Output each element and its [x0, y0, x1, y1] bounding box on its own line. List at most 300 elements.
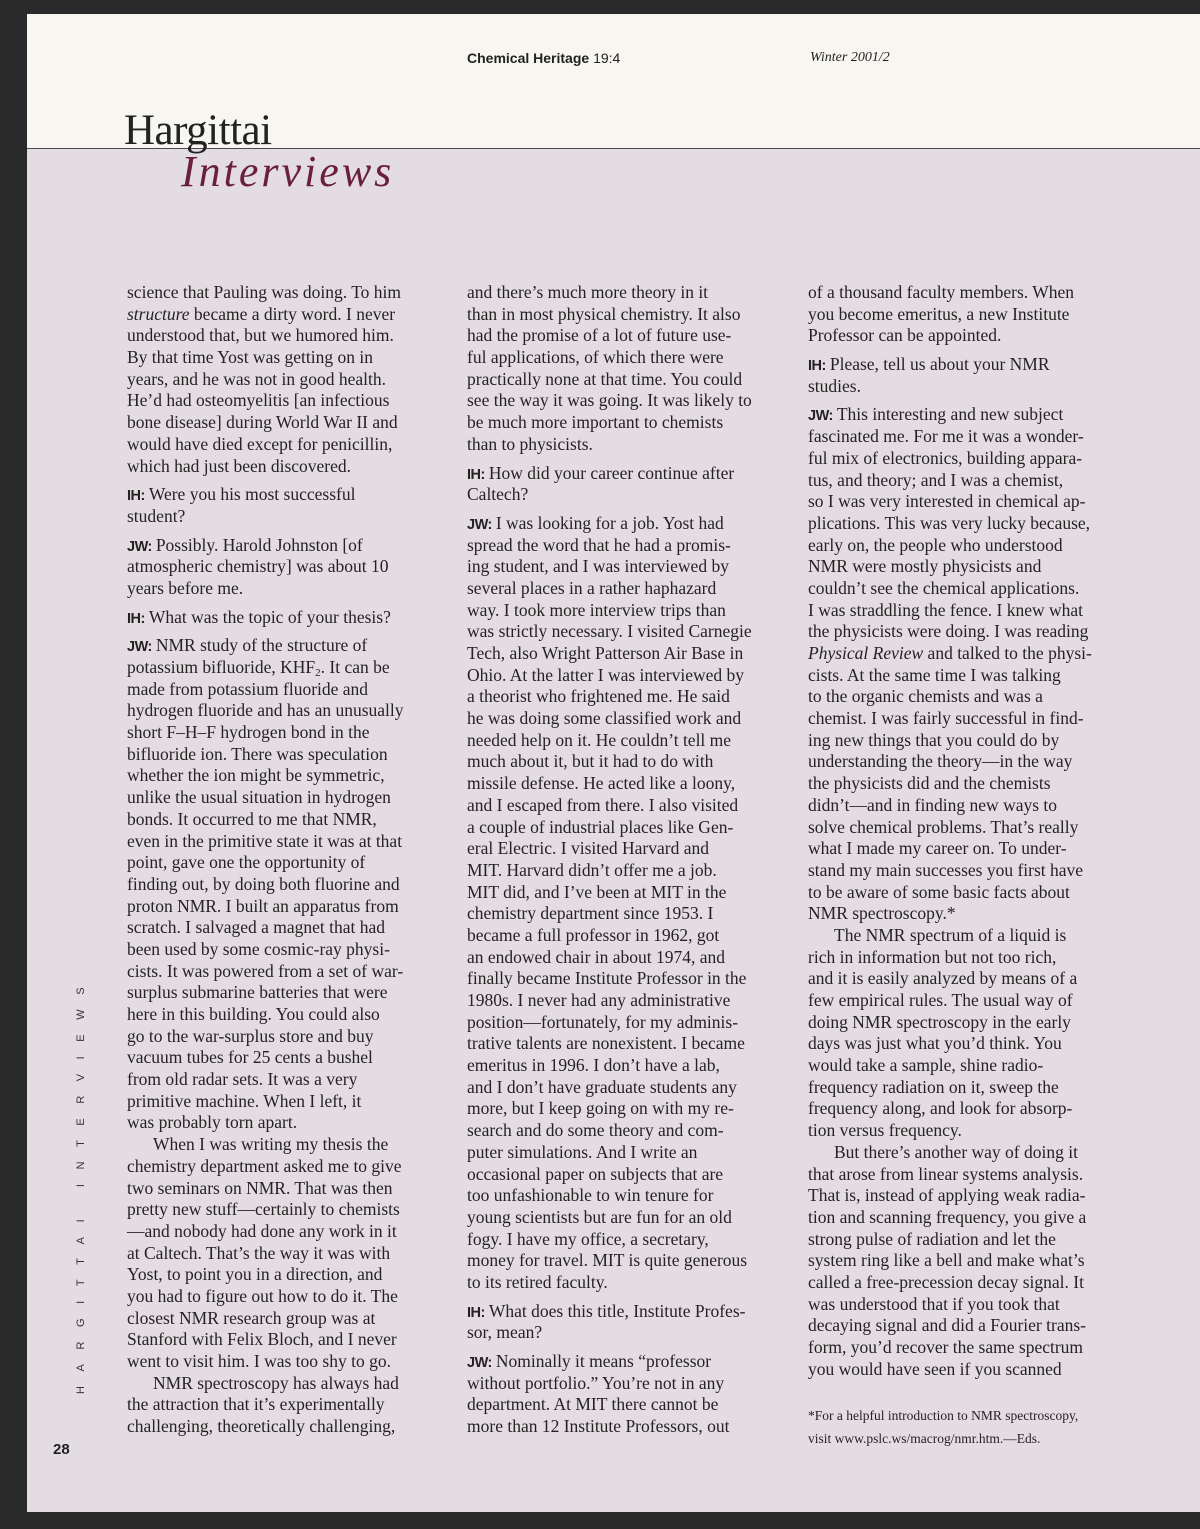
line-text: you had to figure out how to do it. The [127, 1285, 398, 1306]
line-text: puter simulations. And I write an [467, 1141, 698, 1162]
line-text: which had just been discovered. [127, 455, 352, 476]
line-text: sor, mean? [467, 1322, 543, 1343]
text-line [808, 665, 1128, 687]
text-line [467, 773, 787, 795]
text-line [127, 369, 447, 391]
text-line [467, 730, 787, 752]
text-line [467, 860, 787, 882]
paragraph [127, 1373, 447, 1438]
text-line [808, 376, 1128, 398]
paragraph [808, 282, 1128, 347]
text-line [467, 1351, 787, 1373]
text-line [808, 1077, 1128, 1099]
text-line [467, 1077, 787, 1099]
line-text: years, and he was not in good health. [127, 368, 387, 389]
text-line [467, 947, 787, 969]
line-text: search and do some theory and com- [467, 1120, 724, 1141]
text-line [808, 925, 1128, 947]
line-text: than in most physical chemistry. It also [467, 303, 741, 324]
line-text: position—fortunately, for my adminis- [467, 1011, 739, 1032]
line-text: finally became Institute Professor in the [467, 968, 747, 989]
line-text: strong pulse of radiation and let the [808, 1228, 1056, 1249]
text-line [127, 390, 447, 412]
paragraph [127, 1134, 447, 1373]
text-line [467, 643, 787, 665]
text-line [127, 765, 447, 787]
text-line [808, 817, 1128, 839]
text-line [467, 600, 787, 622]
line-text: But there’s another way of doing it [834, 1141, 1078, 1162]
magazine-page [27, 14, 1200, 1512]
speaker-label: JW: [127, 639, 152, 656]
text-line [808, 795, 1128, 817]
line-text: challenging, theoretically challenging, [127, 1416, 396, 1437]
text-line [467, 1055, 787, 1077]
text-line [808, 990, 1128, 1012]
line-text: two seminars on NMR. That was then [127, 1177, 393, 1198]
text-line [127, 1373, 447, 1395]
line-text: cists. It was powered from a set of war- [127, 960, 404, 981]
text-line [467, 882, 787, 904]
text-line [808, 968, 1128, 990]
text-line [808, 556, 1128, 578]
text-line [808, 304, 1128, 326]
line-text: —and nobody had done any work in it [127, 1220, 397, 1241]
text-line [127, 1221, 447, 1243]
interview-turn [127, 535, 447, 600]
line-text: When I was writing my thesis the [153, 1134, 389, 1155]
line-text: go to the war-surplus store and buy [127, 1025, 374, 1046]
interview-turn [127, 484, 447, 527]
text-line [808, 1033, 1128, 1055]
interview-turn [127, 607, 447, 629]
line-text: How did your career continue after [488, 462, 735, 483]
text-line [808, 730, 1128, 752]
text-line [467, 1098, 787, 1120]
text-line [808, 882, 1128, 904]
line-text: NMR spectroscopy has always had [153, 1372, 399, 1393]
text-line [127, 874, 447, 896]
text-line [808, 1120, 1128, 1142]
text-line [127, 961, 447, 983]
line-text: bonds. It occurred to me that NMR, [127, 808, 377, 829]
text-line [808, 491, 1128, 513]
text-line [127, 982, 447, 1004]
line-text: ing new things that you could do by [808, 729, 1060, 750]
text-line [467, 1033, 787, 1055]
text-line [127, 787, 447, 809]
text-line [808, 535, 1128, 557]
interview-turn [467, 1301, 787, 1344]
text-line [127, 1004, 447, 1026]
text-line [467, 708, 787, 730]
line-text: the attraction that it’s experimentally [127, 1394, 385, 1415]
line-text: stand my main successes you first have [808, 859, 1084, 880]
line-text: days was just what you’d think. You [808, 1033, 1062, 1054]
text-line [467, 434, 787, 456]
text-line [808, 1164, 1128, 1186]
text-line [127, 722, 447, 744]
line-text: . It can be [320, 657, 390, 677]
text-line [127, 1308, 447, 1330]
text-line [467, 1185, 787, 1207]
text-line [808, 903, 1128, 925]
text-line [808, 751, 1128, 773]
text-line [808, 838, 1128, 860]
line-text: potassium bifluoride, KHF [127, 657, 316, 677]
text-line [808, 600, 1128, 622]
footnote-line: *For a helpful introduction to NMR spectroscopy, [808, 1408, 1079, 1423]
line-text: NMR were mostly physicists and [808, 556, 1042, 577]
text-line [808, 860, 1128, 882]
text-line [127, 852, 447, 874]
paragraph [127, 282, 447, 477]
text-line [467, 621, 787, 643]
line-text: trative talents are nonexistent. I became [467, 1033, 745, 1054]
line-text: NMR study of the structure of [155, 635, 368, 656]
text-line [127, 1069, 447, 1091]
italic-text: Physical Review [808, 643, 924, 663]
line-text: didn’t—and in finding new ways to [808, 794, 1058, 815]
line-text: spread the word that he had a promis- [467, 534, 731, 555]
text-line [467, 1120, 787, 1142]
text-line [808, 578, 1128, 600]
line-text: that arose from linear systems analysis. [808, 1163, 1084, 1184]
text-line [808, 448, 1128, 470]
text-line [127, 1243, 447, 1265]
line-text: student? [127, 505, 186, 526]
text-line [467, 484, 787, 506]
line-text: point, gave one the opportunity of [127, 852, 366, 873]
text-line [467, 1012, 787, 1034]
text-line [467, 665, 787, 687]
text-line [127, 1091, 447, 1113]
line-text: chemist. I was fairly successful in find- [808, 708, 1084, 729]
line-text: ful mix of electronics, building appara- [808, 447, 1083, 468]
text-column-2 [467, 282, 787, 1438]
text-line [467, 347, 787, 369]
line-text: I was straddling the fence. I knew what [808, 599, 1084, 620]
line-text: an endowed chair in about 1974, and [467, 946, 726, 967]
line-text: called a free-precession decay signal. It [808, 1271, 1084, 1292]
line-text: Were you his most successful [148, 484, 356, 505]
text-line [467, 795, 787, 817]
line-text: made from potassium fluoride and [127, 678, 369, 699]
text-line [808, 1337, 1128, 1359]
line-text: The NMR spectrum of a liquid is [834, 924, 1067, 945]
line-text: would have died except for penicillin, [127, 433, 393, 454]
journal-issue: 19:4 [593, 50, 621, 66]
text-line [127, 1199, 447, 1221]
text-line [127, 535, 447, 557]
text-line [467, 990, 787, 1012]
text-line [127, 896, 447, 918]
line-text: NMR spectroscopy.* [808, 903, 956, 924]
line-text: bone disease] during World War II and [127, 412, 398, 433]
text-line [127, 484, 447, 506]
paragraph [808, 925, 1128, 1142]
section-title-interviews: Interviews [181, 147, 395, 196]
line-text: rich in information but not too rich, [808, 946, 1057, 967]
line-text: atmospheric chemistry] was about 10 [127, 556, 389, 577]
text-line [127, 700, 447, 722]
text-line [467, 1164, 787, 1186]
text-line [127, 1156, 447, 1178]
line-text: couldn’t see the chemical applications. [808, 577, 1080, 598]
line-text: decaying signal and did a Fourier trans- [808, 1315, 1086, 1336]
line-text: too unfashionable to win tenure for [467, 1185, 714, 1206]
line-text: Stanford with Felix Bloch, and I never [127, 1329, 397, 1350]
text-line [467, 304, 787, 326]
line-text: the physicists did and the chemists [808, 773, 1051, 794]
line-text: to the organic chemists and was a [808, 686, 1043, 707]
line-text: What does this title, Institute Profes- [488, 1300, 746, 1321]
running-head-date: Winter 2001/2 [810, 50, 890, 65]
line-text: to its retired faculty. [467, 1271, 608, 1292]
text-line [467, 578, 787, 600]
line-text: doing NMR spectroscopy in the early [808, 1011, 1071, 1032]
text-column-1 [127, 282, 447, 1438]
text-line [467, 1142, 787, 1164]
text-line [127, 607, 447, 629]
line-text: system ring like a bell and make what’s [808, 1250, 1085, 1271]
text-line [808, 1250, 1128, 1272]
speaker-label: IH: [127, 488, 145, 505]
text-line [127, 1178, 447, 1200]
text-line [127, 1394, 447, 1416]
line-text: understanding the theory—in the way [808, 751, 1073, 772]
line-text: became a dirty word. I never [189, 303, 396, 324]
line-text: the physicists were doing. I was reading [808, 621, 1089, 642]
interview-turn [808, 404, 1128, 925]
text-line [467, 1229, 787, 1251]
text-line [127, 657, 447, 679]
text-line [808, 1098, 1128, 1120]
line-text: Please, tell us about your NMR [829, 354, 1050, 375]
text-line [127, 506, 447, 528]
line-text: vacuum tubes for 25 cents a bushel [127, 1047, 373, 1068]
line-text: tion and scanning frequency, you give a [808, 1206, 1087, 1227]
text-line [808, 513, 1128, 535]
text-line [467, 1322, 787, 1344]
line-text: you become emeritus, a new Institute [808, 303, 1070, 324]
line-text: be much more important to chemists [467, 412, 724, 433]
footnote [808, 1404, 1078, 1450]
line-text: proton NMR. I built an apparatus from [127, 895, 399, 916]
line-text: bifluoride ion. There was speculation [127, 743, 388, 764]
text-line [808, 1294, 1128, 1316]
line-text: ful applications, of which there were [467, 347, 724, 368]
text-line [127, 434, 447, 456]
interview-turn [467, 463, 787, 506]
text-line [808, 1207, 1128, 1229]
text-line [127, 1134, 447, 1156]
line-text: without portfolio.” You’re not in any [467, 1372, 725, 1393]
text-line [467, 925, 787, 947]
line-text: few empirical rules. The usual way of [808, 990, 1073, 1010]
text-line [808, 621, 1128, 643]
text-line [467, 1394, 787, 1416]
journal-name: Chemical Heritage [467, 50, 590, 66]
line-text: he was doing some classified work and [467, 708, 742, 729]
line-text: primitive machine. When I left, it [127, 1090, 362, 1111]
line-text: even in the primitive state it was at that [127, 830, 403, 851]
text-line [808, 282, 1128, 304]
line-text: I was looking for a job. Yost had [495, 512, 724, 533]
line-text: several places in a rather haphazard [467, 577, 717, 598]
line-text: Ohio. At the latter I was interviewed by [467, 664, 745, 685]
text-line [127, 1047, 447, 1069]
line-text: closest NMR research group was at [127, 1307, 376, 1328]
line-text: would take a sample, shine radio- [808, 1055, 1044, 1076]
text-line [127, 831, 447, 853]
text-line [127, 1286, 447, 1308]
text-line [127, 1026, 447, 1048]
text-line [467, 838, 787, 860]
speaker-label: JW: [467, 1355, 492, 1371]
line-text: 1980s. I never had any administrative [467, 990, 731, 1010]
line-text: much about it, but it had to do with [467, 751, 714, 772]
text-line [808, 1315, 1128, 1337]
speaker-label: JW: [127, 538, 152, 555]
line-text: plications. This was very lucky because, [808, 512, 1091, 533]
line-text: than to physicists. [467, 433, 593, 454]
text-line [467, 1301, 787, 1323]
text-line [127, 347, 447, 369]
speaker-label: IH: [467, 466, 485, 483]
line-text: see the way it was going. It was likely to [467, 390, 752, 411]
line-text: whether the ion might be symmetric, [127, 765, 385, 786]
line-text: needed help on it. He couldn’t tell me [467, 729, 732, 750]
line-text: frequency radiation on it, sweep the [808, 1076, 1059, 1097]
line-text: young scientists but are fun for an old [467, 1206, 732, 1227]
line-text: surplus submarine batteries that were [127, 982, 388, 1003]
text-line [467, 1250, 787, 1272]
line-text: from old radar sets. It was a very [127, 1069, 358, 1090]
text-line [467, 535, 787, 557]
text-line [127, 456, 447, 478]
line-text: at Caltech. That’s the way it was with [127, 1242, 391, 1263]
line-text: of a thousand faculty members. When [808, 282, 1074, 302]
line-text: solve chemical problems. That’s really [808, 816, 1079, 837]
text-line [808, 354, 1128, 376]
line-text: tion versus frequency. [808, 1120, 962, 1141]
text-line [467, 1207, 787, 1229]
text-line [127, 679, 447, 701]
paragraph [808, 1142, 1128, 1381]
line-text: a couple of industrial places like Gen- [467, 816, 734, 837]
text-line [127, 1351, 447, 1373]
text-line [467, 282, 787, 304]
line-text: you would have seen if you scanned [808, 1358, 1062, 1379]
line-text: eral Electric. I visited Harvard and [467, 838, 709, 859]
text-line [127, 917, 447, 939]
line-text: practically none at that time. You could [467, 368, 743, 389]
text-line [127, 1264, 447, 1286]
line-text: tus, and theory; and I was a chemist, [808, 469, 1064, 490]
line-text: fascinated me. For me it was a wonder- [808, 426, 1084, 447]
text-line [467, 1373, 787, 1395]
line-text: early on, the people who understood [808, 534, 1063, 555]
line-text: Possibly. Harold Johnston [of [155, 534, 363, 555]
text-line [808, 1359, 1128, 1381]
italic-text: structure [127, 303, 190, 324]
interview-turn [808, 354, 1128, 397]
line-text: Nominally it means “professor [495, 1351, 712, 1371]
line-text: studies. [808, 375, 861, 396]
text-line [467, 1416, 787, 1438]
text-line [808, 1272, 1128, 1294]
text-line [808, 708, 1128, 730]
text-line [127, 635, 447, 657]
line-text: became a full professor in 1962, got [467, 924, 720, 945]
line-text: short F–H–F hydrogen bond in the [127, 722, 370, 743]
text-line [127, 744, 447, 766]
interview-turn [467, 513, 787, 1294]
text-line [127, 809, 447, 831]
line-text: been used by some cosmic-ray physi- [127, 938, 390, 959]
line-text: was strictly necessary. I visited Carnegie [467, 621, 752, 642]
line-text: what I made my career on. To under- [808, 838, 1067, 859]
line-text: Tech, also Wright Patterson Air Base in [467, 643, 744, 663]
paragraph [467, 282, 787, 456]
text-line [467, 325, 787, 347]
line-text: a theorist who frightened me. He said [467, 686, 730, 707]
text-line [127, 578, 447, 600]
text-line [127, 556, 447, 578]
text-line [127, 1416, 447, 1438]
text-line [808, 1229, 1128, 1251]
text-line [467, 751, 787, 773]
page-number: 28 [53, 1441, 70, 1458]
line-text: What was the topic of your thesis? [148, 606, 391, 627]
line-text: so I was very interested in chemical ap- [808, 491, 1086, 512]
text-line [808, 470, 1128, 492]
line-text: went to visit him. I was too shy to go. [127, 1351, 391, 1371]
text-line [808, 1055, 1128, 1077]
text-line [127, 282, 447, 304]
line-text: MIT. Harvard didn’t offer me a job. [467, 859, 717, 880]
line-text: years before me. [127, 577, 244, 598]
line-text: unlike the usual situation in hydrogen [127, 787, 391, 808]
text-line [127, 1329, 447, 1351]
text-line [808, 773, 1128, 795]
line-text: ing student, and I was interviewed by [467, 556, 729, 577]
line-text: chemistry department since 1953. I [467, 903, 714, 924]
footnote-line: visit www.pslc.ws/macrog/nmr.htm.—Eds. [808, 1431, 1041, 1446]
text-line [808, 947, 1128, 969]
line-text: to be aware of some basic facts about [808, 881, 1070, 902]
speaker-label: IH: [127, 610, 145, 627]
line-text: money for travel. MIT is quite generous [467, 1250, 748, 1271]
section-title-hargittai: Hargittai [124, 107, 272, 154]
line-text: hydrogen fluoride and has an unusually [127, 700, 404, 721]
line-text: was understood that if you took that [808, 1293, 1060, 1314]
line-text: emeritus in 1996. I don’t have a lab, [467, 1055, 720, 1076]
line-text: finding out, by doing both fluorine and [127, 873, 400, 894]
line-text: This interesting and new subject [836, 404, 1064, 425]
line-text: chemistry department asked me to give [127, 1155, 402, 1176]
line-text: and it is easily analyzed by means of a [808, 968, 1078, 989]
text-line [467, 369, 787, 391]
line-text: and I escaped from there. I also visited [467, 794, 739, 815]
text-line [808, 1185, 1128, 1207]
line-text: Professor can be appointed. [808, 325, 1002, 346]
text-line [467, 1272, 787, 1294]
text-line [467, 817, 787, 839]
line-text: more, but I keep going on with my re- [467, 1098, 734, 1119]
speaker-label: JW: [467, 516, 492, 533]
